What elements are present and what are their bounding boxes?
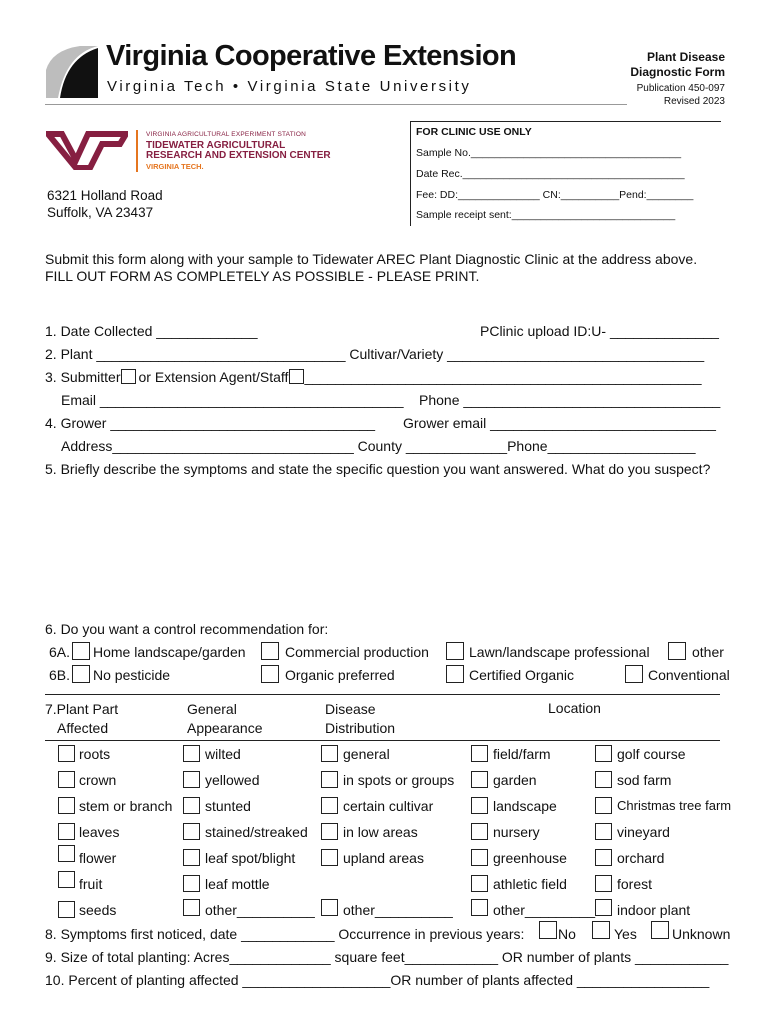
logo-text-block (146, 130, 331, 172)
q7-col3-header-line1: Disease (325, 701, 376, 717)
appearance-mottle-checkbox[interactable] (183, 875, 200, 892)
appearance-other-checkbox[interactable] (183, 899, 200, 916)
q5-symptoms-area[interactable] (45, 482, 725, 617)
q9-planting-size[interactable]: 9. Size of total planting: Acres_____________ square feet____________ OR number of plants ____________ (45, 949, 729, 965)
location-indoor-label: indoor plant (617, 902, 691, 918)
distribution-spots-checkbox[interactable] (321, 771, 338, 788)
location-nursery-checkbox[interactable] (471, 823, 488, 840)
q6a-lawn-label: Lawn/landscape professional (469, 644, 650, 660)
q7-col3-header (325, 700, 395, 738)
appearance-yellowed-label: yellowed (205, 772, 260, 788)
revised-date: Revised 2023 (663, 96, 725, 107)
q6b-conventional-checkbox[interactable] (625, 665, 643, 683)
q6a-home-label: Home landscape/garden (93, 644, 246, 660)
plant-part-fruit-label: fruit (79, 876, 103, 892)
appearance-leafspot-checkbox[interactable] (183, 849, 200, 866)
plant-part-leaves-label: leaves (79, 824, 120, 840)
clinic-receipt: Sample receipt sent:____________________________ (416, 209, 676, 221)
clinic-use-box (410, 121, 721, 226)
publication-info (637, 82, 725, 108)
q8-symptoms-date[interactable]: 8. Symptoms first noticed, date ____________ Occurrence in previous years: (45, 926, 525, 942)
location-landscape-checkbox[interactable] (471, 797, 488, 814)
address-line1: 6321 Holland Road (47, 188, 163, 203)
q1-date-collected[interactable]: 1. Date Collected _____________ (45, 323, 258, 339)
location-vineyard-label: vineyard (617, 824, 670, 840)
logo-divider (136, 130, 138, 172)
distribution-general-checkbox[interactable] (321, 745, 338, 762)
appearance-stained-checkbox[interactable] (183, 823, 200, 840)
location-greenhouse-checkbox[interactable] (471, 849, 488, 866)
q7-top-rule (45, 694, 720, 695)
plant-part-stem-checkbox[interactable] (58, 797, 75, 814)
distribution-upland-checkbox[interactable] (321, 849, 338, 866)
q6a-label: 6A. (49, 644, 71, 660)
q7-col2-header-line1: General (187, 701, 237, 717)
distribution-spots-label: in spots or groups (343, 772, 455, 788)
q6b-no-pesticide-checkbox[interactable] (72, 665, 90, 683)
q6b-certified-checkbox[interactable] (446, 665, 464, 683)
instructions-line1: Submit this form along with your sample to Tidewater AREC Plant Diagnostic Clinic at the address above. (45, 251, 698, 267)
plant-part-stem-label: stem or branch (79, 798, 173, 814)
location-athletic-checkbox[interactable] (471, 875, 488, 892)
location-forest-checkbox[interactable] (595, 875, 612, 892)
appearance-leafspot-label: leaf spot/blight (205, 850, 296, 866)
plant-part-leaves-checkbox[interactable] (58, 823, 75, 840)
location-golf-label: golf course (617, 746, 686, 762)
distribution-lowareas-label: in low areas (343, 824, 418, 840)
address-line2: Suffolk, VA 23437 (47, 205, 154, 220)
agent-staff-checkbox[interactable] (289, 369, 304, 384)
q8-yes-checkbox[interactable] (592, 921, 610, 939)
location-sod-label: sod farm (617, 772, 672, 788)
plant-part-seeds-label: seeds (79, 902, 117, 918)
location-field-label: field/farm (493, 746, 551, 762)
q8-yes-label: Yes (614, 926, 637, 942)
location-vineyard-checkbox[interactable] (595, 823, 612, 840)
email-field[interactable]: Email _______________________________________ (61, 392, 404, 408)
appearance-stained-label: stained/streaked (205, 824, 308, 840)
q1-pclinic-id[interactable]: PClinic upload ID:U- ______________ (480, 323, 719, 339)
distribution-other-checkbox[interactable] (321, 899, 338, 916)
brand-subtitle: Virginia Tech • Virginia State University (107, 78, 472, 95)
submitter-checkbox[interactable] (121, 369, 136, 384)
q10-percent-affected[interactable]: 10. Percent of planting affected ___________________OR number of plants affected _________________ (45, 972, 710, 988)
q6b-label: 6B. (49, 667, 71, 683)
q7-col1-header-line1: 7.Plant Part (45, 701, 119, 717)
q7-col1-header (45, 700, 118, 738)
q6b-no-pesticide-label: No pesticide (93, 667, 171, 683)
q3-submitter-row (45, 369, 702, 385)
appearance-wilted-checkbox[interactable] (183, 745, 200, 762)
location-nursery-label: nursery (493, 824, 540, 840)
q3-name-line[interactable]: ___________________________________________________ (304, 369, 702, 385)
form-title-line1: Plant Disease (646, 50, 725, 64)
q7-col4-header: Location (548, 700, 601, 716)
q8-no-checkbox[interactable] (539, 921, 557, 939)
location-garden-label: garden (493, 772, 537, 788)
appearance-stunted-checkbox[interactable] (183, 797, 200, 814)
location-golf-checkbox[interactable] (595, 745, 612, 762)
plant-part-seeds-checkbox[interactable] (58, 901, 75, 918)
instructions-line2: FILL OUT FORM AS COMPLETELY AS POSSIBLE - PLEASE PRINT. (45, 268, 480, 284)
appearance-yellowed-checkbox[interactable] (183, 771, 200, 788)
location-christmas-checkbox[interactable] (595, 797, 612, 814)
q6a-commercial-label: Commercial production (285, 644, 429, 660)
q7-col1-header-line2: Affected (57, 720, 109, 736)
clinic-sample-no: Sample No.____________________________________ (416, 147, 682, 159)
q6a-commercial-checkbox[interactable] (261, 642, 279, 660)
clinic-fee: Fee: DD:______________ CN:__________Pend:________ (416, 189, 694, 201)
appearance-wilted-label: wilted (205, 746, 241, 762)
q5-symptoms-prompt: 5. Briefly describe the symptoms and state the specific question you want answered. What do you suspect? (45, 461, 711, 477)
q8-unknown-label: Unknown (672, 926, 731, 942)
form-title-line2: Diagnostic Form (630, 65, 725, 79)
distribution-cultivar-label: certain cultivar (343, 798, 434, 814)
q4-grower-field[interactable]: 4. Grower __________________________________ (45, 415, 376, 431)
location-other-label[interactable]: other_________ (493, 902, 595, 918)
clinic-heading: FOR CLINIC USE ONLY (416, 126, 532, 138)
logo-line-tidewater: TIDEWATER AGRICULTURAL (146, 139, 286, 151)
q2-plant-cultivar[interactable]: 2. Plant ________________________________ Cultivar/Variety _________________________________ (45, 346, 705, 362)
distribution-cultivar-checkbox[interactable] (321, 797, 338, 814)
q6b-organic-checkbox[interactable] (261, 665, 279, 683)
location-orchard-checkbox[interactable] (595, 849, 612, 866)
distribution-other-label[interactable]: other__________ (343, 902, 453, 918)
logo-line-station: VIRGINIA AGRICULTURAL EXPERIMENT STATION (146, 131, 307, 138)
plant-part-flower-checkbox[interactable] (58, 845, 75, 862)
brand-title: Virginia Cooperative Extension (106, 40, 517, 72)
q3-submitter-label: 3. Submitter (45, 369, 121, 385)
location-christmas-label: Christmas tree farm (617, 798, 732, 813)
q7-col2-header-line2: Appearance (187, 720, 263, 736)
q6b-certified-label: Certified Organic (469, 667, 575, 683)
location-field-checkbox[interactable] (471, 745, 488, 762)
location-other-checkbox[interactable] (471, 899, 488, 916)
phone-field[interactable]: Phone _________________________________ (419, 392, 721, 408)
q6a-other-label: other (692, 644, 724, 660)
q6b-organic-label: Organic preferred (285, 667, 395, 683)
distribution-lowareas-checkbox[interactable] (321, 823, 338, 840)
q8-no-label: No (558, 926, 576, 942)
vt-logo-icon (46, 130, 128, 170)
location-athletic-label: athletic field (493, 876, 567, 892)
location-garden-checkbox[interactable] (471, 771, 488, 788)
appearance-mottle-label: leaf mottle (205, 876, 270, 892)
grower-email-field[interactable]: Grower email _____________________________ (403, 415, 716, 431)
q7-col3-header-line2: Distribution (325, 720, 396, 736)
logo-line-research: RESEARCH AND EXTENSION CENTER (146, 150, 331, 161)
location-indoor-checkbox[interactable] (595, 899, 612, 916)
q6a-home-checkbox[interactable] (72, 642, 90, 660)
plant-part-fruit-checkbox[interactable] (58, 871, 75, 888)
plant-part-roots-label: roots (79, 746, 111, 762)
q6-heading: 6. Do you want a control recommendation for: (45, 621, 329, 637)
grower-address-field[interactable]: Address_______________________________ County _____________Phone___________________ (61, 438, 696, 454)
appearance-stunted-label: stunted (205, 798, 251, 814)
clinic-date-rec: Date Rec.______________________________________ (416, 168, 685, 180)
header-rule (45, 104, 627, 105)
location-orchard-label: orchard (617, 850, 665, 866)
plant-part-roots-checkbox[interactable] (58, 745, 75, 762)
location-landscape-label: landscape (493, 798, 557, 814)
q6b-conventional-label: Conventional (648, 667, 730, 683)
publication-number: Publication 450-097 (636, 83, 725, 94)
q8-unknown-checkbox[interactable] (651, 921, 669, 939)
distribution-upland-label: upland areas (343, 850, 424, 866)
location-sod-checkbox[interactable] (595, 771, 612, 788)
q6a-lawn-checkbox[interactable] (446, 642, 464, 660)
location-greenhouse-label: greenhouse (493, 850, 567, 866)
q7-header-rule (45, 740, 720, 741)
form-title (630, 50, 725, 80)
plant-part-flower-label: flower (79, 850, 117, 866)
vce-swoosh-logo-icon (46, 46, 98, 98)
q7-col2-header (187, 700, 263, 738)
plant-part-crown-checkbox[interactable] (58, 771, 75, 788)
q6a-other-checkbox[interactable] (668, 642, 686, 660)
appearance-other-label[interactable]: other__________ (205, 902, 315, 918)
q3-agent-label: or Extension Agent/Staff (138, 369, 289, 385)
logo-line-vt: VIRGINIA TECH. (146, 161, 204, 171)
plant-part-crown-label: crown (79, 772, 117, 788)
location-forest-label: forest (617, 876, 653, 892)
distribution-general-label: general (343, 746, 390, 762)
